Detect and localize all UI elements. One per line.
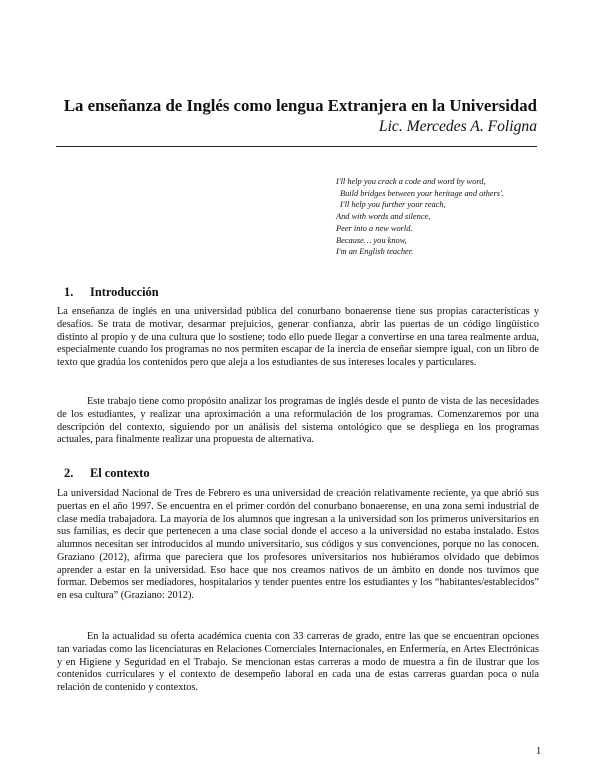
poem-line: I'm an English teacher. — [336, 247, 414, 257]
section-heading-introduccion — [64, 284, 159, 300]
poem-line: Build bridges between your heritage and others'. — [340, 188, 504, 198]
section-number: 2. — [64, 466, 74, 480]
section-title: Introducción — [90, 285, 159, 299]
poem-line: And with words and silence, — [336, 212, 431, 222]
title-divider — [56, 146, 537, 147]
paragraph: La universidad Nacional de Tres de Febrero es una universidad de creación relativamente reciente, ya que abrió sus puertas en el año 1997. Se encuentra en el primer cordón del conurbano bonaerense, en una zona semi industrial de clase media trabajadora. La mayoría de los alumnos que ingresan a la universidad son los primeros universitarios en sus familias, es decir que pertenecen a una clase social donde el acceso a la universidad no estaba instalado. Estos alumnos necesitan ser introducidos al mundo universitario, sus códigos y sus convenciones, porque no las conocen. Graziano (2012), afirma que pareciera que los profesores universitarios nos hubiéramos olvidado que debimos aprender a estar en la universidad. Eso hace que nos creamos nativos de un ámbito en donde nos tuvimos que formar. Debemos ser mediadores, hospitalarios y tender puentes entre los estudiantes y los “habitantes/establecidos” en esa cultura” (Graziano: 2012). — [57, 488, 539, 601]
author-name: Lic. Mercedes A. Foligna — [378, 118, 537, 135]
poem-line: Because… you know, — [336, 235, 407, 245]
document-title: La enseñanza de Inglés como lengua Extranjera en la Universidad — [63, 96, 537, 115]
section-title: El contexto — [90, 466, 150, 480]
epigraph-poem — [336, 176, 556, 258]
paragraph: Este trabajo tiene como propósito analizar los programas de inglés desde el punto de vista de las necesidades de los estudiantes, y realizar una aproximación a una reformulación de los programas. Comenzaremos por una descripción del contexto, siguiendo por un análisis del sistema ontológico que se despliega en los programas actuales, para finalmente realizar una propuesta de alternativa. — [57, 396, 539, 446]
poem-line: I'll help you further your reach, — [340, 200, 446, 210]
paragraph: En la actualidad su oferta académica cuenta con 33 carreras de grado, entre las que se encuentran opciones tan variadas como las licenciaturas en Relaciones Comerciales Internacionales, en Enfermería, en Artes Electrónicas y en Higiene y Seguridad en el Trabajo. Se mencionan estas carreras a modo de muestra a fin de ilustrar que los contenidos curriculares y el contexto de desempeño laboral en cada una de estas carreras guardan poca o nula relación de contenido y contextos. — [57, 631, 539, 693]
poem-line: I'll help you crack a code and word by word, — [336, 177, 486, 186]
page-number: 1 — [536, 746, 542, 757]
poem-line: Peer into a new world. — [336, 223, 413, 233]
paragraph: La enseñanza de inglés en una universidad pública del conurbano bonaerense tiene sus propias características y desafíos. Se trata de motivar, desarmar prejuicios, generar confianza, abrir las puertas de un código lingüístico distinto al propio y de una cultura que lo sostiene; todo ello puede llegar a convertirse en una tarea realmente ardua, especialmente cuando los programas no nos permiten escapar de la inercia de enseñar siempre igual, con un libro de texto que gradúa los contenidos pero que aleja a los estudiantes de sus intereses locales y particulares. — [57, 306, 539, 368]
section-heading-contexto — [64, 465, 150, 481]
section-number: 1. — [64, 285, 74, 299]
